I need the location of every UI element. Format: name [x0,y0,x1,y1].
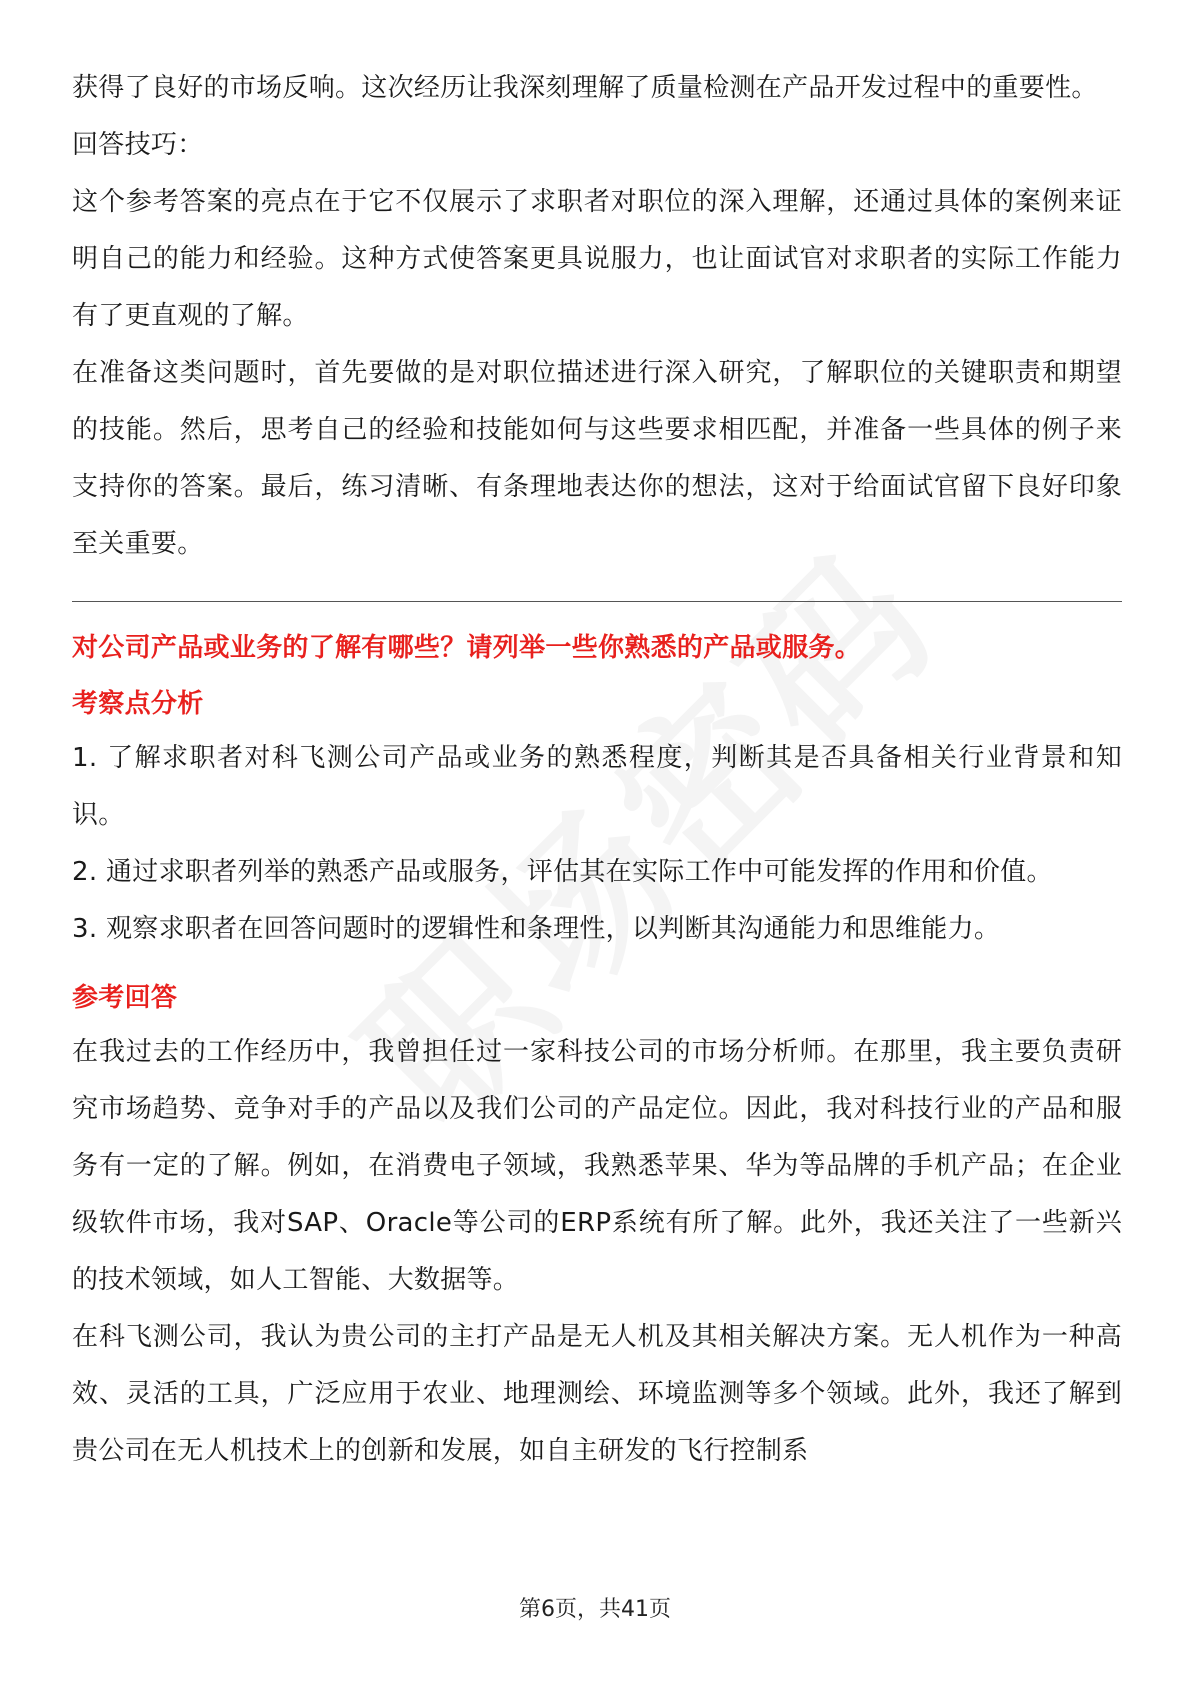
reference-paragraph: 在我过去的工作经历中，我曾担任过一家科技公司的市场分析师。在那里，我主要负责研究市场趋势、竞争对手的产品以及我们公司的产品定位。因此，我对科技行业的产品和服务有一定的了解。例如，在消费电子领域，我熟悉苹果、华为等品牌的手机产品；在企业级软件市场，我对SAP、Oracle等公司的ERP系统有所了解。此外，我还关注了一些新兴的技术领域，如人工智能、大数据等。 [72,1037,1122,1295]
analysis-item: 3. 观察求职者在回答问题时的逻辑性和条理性，以判断其沟通能力和思维能力。 [72,914,1001,944]
analysis-item: 1. 了解求职者对科飞测公司产品或业务的熟悉程度，判断其是否具备相关行业背景和知识。 [72,743,1122,830]
section-divider [72,601,1122,602]
analysis-heading: 考察点分析 [72,689,204,719]
document-page [72,60,1122,1480]
preparation-paragraph: 在准备这类问题时，首先要做的是对职位描述进行深入研究，了解职位的关键职责和期望的技能。然后，思考自己的经验和技能如何与这些要求相匹配，并准备一些具体的例子来支持你的答案。最后，练习清晰、有条理地表达你的想法，这对于给面试官留下良好印象至关重要。 [72,358,1122,559]
question-title: 对公司产品或业务的了解有哪些？请列举一些你熟悉的产品或服务。 [72,633,862,663]
analysis-item: 2. 通过求职者列举的熟悉产品或服务，评估其在实际工作中可能发挥的作用和价值。 [72,857,1053,887]
tips-label: 回答技巧： [72,130,204,160]
paragraph-continuation: 获得了良好的市场反响。这次经历让我深刻理解了质量检测在产品开发过程中的重要性。 [72,73,1098,103]
reference-heading: 参考回答 [72,983,178,1013]
tips-paragraph: 这个参考答案的亮点在于它不仅展示了求职者对职位的深入理解，还通过具体的案例来证明自己的能力和经验。这种方式使答案更具说服力，也让面试官对求职者的实际工作能力有了更直观的了解。 [72,187,1122,331]
page-number: 第6页，共41页 [519,1597,671,1622]
reference-paragraph: 在科飞测公司，我认为贵公司的主打产品是无人机及其相关解决方案。无人机作为一种高效、灵活的工具，广泛应用于农业、地理测绘、环境监测等多个领域。此外，我还了解到贵公司在无人机技术上的创新和发展，如自主研发的飞行控制系 [72,1322,1122,1466]
